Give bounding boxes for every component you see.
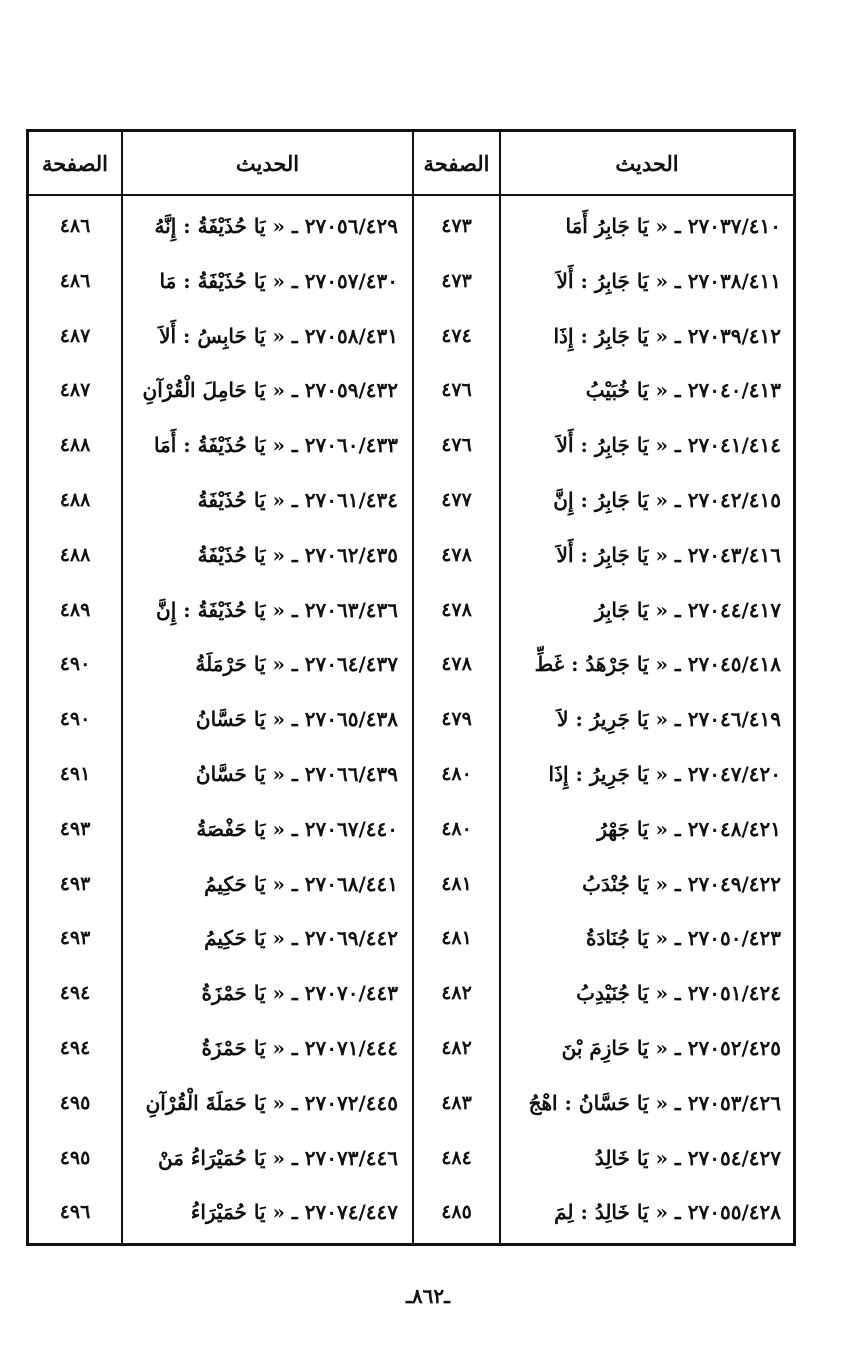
header-divider xyxy=(29,194,793,196)
page-ref: ٤٨٩ xyxy=(59,598,91,621)
hadith-entry: ٢٧٠٥٣/٤٢٦ ـ « يَا حَسَّانُ : اهْجُ xyxy=(528,1090,781,1115)
hadith-entry: ٢٧٠٥٠/٤٢٣ ـ « يَا جُنَادَةُ xyxy=(586,926,781,951)
table-row xyxy=(29,474,793,526)
table-row xyxy=(29,693,793,745)
page-ref: ٤٨٠ xyxy=(441,817,472,840)
page-ref: ٤٨٢ xyxy=(441,1037,472,1059)
page-ref: ٤٧٣ xyxy=(441,215,472,237)
page-ref: ٤٨٥ xyxy=(441,1201,472,1224)
table-row xyxy=(29,912,793,964)
table-row xyxy=(29,967,793,1019)
table-row xyxy=(29,310,793,362)
hadith-entry: ٢٧٠٤٠/٤١٣ ـ « يَا خُبَيْبُ xyxy=(585,378,781,403)
table-row xyxy=(29,529,793,581)
hadith-entry: ٢٧٠٦١/٤٣٤ ـ « يَا حُذَيْفَةُ xyxy=(197,488,398,512)
hadith-entry: ٢٧٠٦٥/٤٣٨ ـ « يَا حَسَّانُ xyxy=(195,707,398,732)
page-number: ـ٨٦٢ـ xyxy=(406,1284,450,1308)
page-ref: ٤٨٠ xyxy=(441,763,472,785)
table-row xyxy=(29,1132,793,1184)
table-row xyxy=(29,364,793,416)
page-ref: ٤٧٩ xyxy=(441,708,472,731)
page-ref: ٤٩٤ xyxy=(59,1037,91,1059)
page-ref: ٤٨١ xyxy=(441,927,472,950)
page-ref: ٤٩٣ xyxy=(59,927,91,950)
index-table xyxy=(26,129,796,1246)
page-ref: ٤٨٧ xyxy=(59,379,91,402)
hadith-entry: ٢٧٠٦٨/٤٤١ ـ « يَا حَكِيمُ xyxy=(204,871,398,896)
hadith-entry: ٢٧٠٤٩/٤٢٢ ـ « يَا جُنْدَبُ xyxy=(582,871,781,896)
table-row xyxy=(29,638,793,690)
table-row xyxy=(29,803,793,855)
header-left-page: الصفحة xyxy=(42,150,108,176)
hadith-entry: ٢٧٠٣٨/٤١١ ـ « يَا جَابِرُ : أَلاَ xyxy=(556,268,781,293)
page-ref: ٤٧٨ xyxy=(441,598,472,621)
page-ref: ٤٩٥ xyxy=(59,1146,91,1169)
page-ref: ٤٧٣ xyxy=(441,269,472,292)
table-row xyxy=(29,419,793,471)
hadith-entry: ٢٧٠٤٧/٤٢٠ ـ « يَا جَرِيرُ : إِذَا xyxy=(548,762,781,786)
table-row xyxy=(29,1186,793,1238)
hadith-entry: ٢٧٠٧٤/٤٤٧ ـ « يَا حُمَيْرَاءُ xyxy=(190,1200,398,1225)
hadith-entry: ٢٧٠٤٣/٤١٦ ـ « يَا جَابِرُ : أَلاَ xyxy=(556,542,781,567)
hadith-entry: ٢٧٠٦٩/٤٤٢ ـ « يَا حَكِيمُ xyxy=(204,926,398,951)
page-ref: ٤٩٠ xyxy=(59,708,91,731)
page-ref: ٤٨٨ xyxy=(59,543,91,566)
header-left-hadith: الحديث xyxy=(235,150,300,176)
hadith-entry: ٢٧٠٥٤/٤٢٧ ـ « يَا خَالِدُ xyxy=(594,1145,781,1170)
header-right-hadith: الحديث xyxy=(615,150,679,176)
page-ref: ٤٧٨ xyxy=(441,653,472,676)
page-ref: ٤٩٣ xyxy=(59,817,91,840)
hadith-entry: ٢٧٠٤١/٤١٤ ـ « يَا جَابِرُ : أَلاَ xyxy=(556,433,781,458)
table-row xyxy=(29,255,793,307)
hadith-entry: ٢٧٠٥١/٤٢٤ ـ « يَا جُنَيْدِبُ xyxy=(576,981,781,1006)
hadith-entry: ٢٧٠٤٥/٤١٨ ـ « يَا جَرْهَدُ : غَطِّ xyxy=(534,652,781,677)
hadith-entry: ٢٧٠٤٦/٤١٩ ـ « يَا جَرِيرُ : لاَ xyxy=(557,707,781,732)
table-row xyxy=(29,584,793,636)
hadith-entry: ٢٧٠٣٧/٤١٠ ـ « يَا جَابِرُ أَمَا xyxy=(565,214,781,238)
hadith-entry: ٢٧٠٧٠/٤٤٣ ـ « يَا حَمْزَةُ xyxy=(201,981,398,1006)
page-ref: ٤٩٤ xyxy=(59,982,91,1005)
hadith-entry: ٢٧٠٦٦/٤٣٩ ـ « يَا حَسَّانُ xyxy=(195,762,398,786)
page-ref: ٤٨٢ xyxy=(441,982,472,1005)
page-ref: ٤٩٠ xyxy=(59,653,91,676)
hadith-entry: ٢٧٠٦٢/٤٣٥ ـ « يَا حُذَيْفَةُ xyxy=(197,542,398,567)
page-ref: ٤٨٦ xyxy=(59,215,91,237)
page-ref: ٤٩٣ xyxy=(59,872,91,895)
page-ref: ٤٨٨ xyxy=(59,434,91,457)
hadith-entry: ٢٧٠٦٠/٤٣٣ ـ « يَا حُذَيْفَةُ : أَمَا xyxy=(153,433,398,458)
table-row xyxy=(29,200,793,252)
hadith-entry: ٢٧٠٦٣/٤٣٦ ـ « يَا حُذَيْفَةُ : إِنَّ xyxy=(156,597,398,622)
page-ref: ٤٧٤ xyxy=(441,324,472,347)
hadith-entry: ٢٧٠٣٩/٤١٢ ـ « يَا جَابِرُ : إِذَا xyxy=(553,323,781,348)
header-right-page: الصفحة xyxy=(423,150,490,176)
table-row xyxy=(29,858,793,910)
hadith-entry: ٢٧٠٥٢/٤٢٥ ـ « يَا حَازِمَ بْنَ xyxy=(561,1036,781,1060)
hadith-entry: ٢٧٠٦٧/٤٤٠ ـ « يَا حَفْصَةُ xyxy=(196,816,398,841)
page-ref: ٤٨١ xyxy=(441,872,472,895)
page-ref: ٤٨٦ xyxy=(59,269,91,292)
hadith-entry: ٢٧٠٥٥/٤٢٨ ـ « يَا خَالِدُ : لِمَ xyxy=(554,1200,781,1225)
hadith-entry: ٢٧٠٥٧/٤٣٠ ـ « يَا حُذَيْفَةُ : مَا xyxy=(159,268,398,293)
page-ref: ٤٧٦ xyxy=(441,379,472,402)
hadith-entry: ٢٧٠٤٤/٤١٧ ـ « يَا جَابِرُ xyxy=(594,597,781,622)
hadith-entry: ٢٧٠٥٦/٤٢٩ ـ « يَا حُذَيْفَةُ : إِنَّهُ xyxy=(154,214,398,238)
page-ref: ٤٩٦ xyxy=(59,1201,91,1224)
page-ref: ٤٩١ xyxy=(59,763,91,785)
hadith-entry: ٢٧٠٧٣/٤٤٦ ـ « يَا حُمَيْرَاءُ مَنْ xyxy=(158,1145,398,1170)
hadith-entry: ٢٧٠٧١/٤٤٤ ـ « يَا حَمْزَةُ xyxy=(201,1036,398,1060)
page-ref: ٤٩٥ xyxy=(59,1091,91,1114)
page-ref: ٤٨٨ xyxy=(59,489,91,511)
page-ref: ٤٨٣ xyxy=(441,1091,472,1114)
hadith-entry: ٢٧٠٥٨/٤٣١ ـ « يَا حَابِسُ : أَلاَ xyxy=(159,323,398,348)
hadith-entry: ٢٧٠٤٨/٤٢١ ـ « يَا جَهْرُ xyxy=(597,816,781,841)
hadith-entry: ٢٧٠٥٩/٤٣٢ ـ « يَا حَامِلَ الْقُرْآنِ xyxy=(142,378,398,403)
page-ref: ٤٧٧ xyxy=(441,489,472,511)
page-ref: ٤٧٨ xyxy=(441,543,472,566)
page-ref: ٤٨٧ xyxy=(59,324,91,347)
hadith-entry: ٢٧٠٧٢/٤٤٥ ـ « يَا حَمَلَةَ الْقُرْآنِ xyxy=(145,1090,398,1115)
hadith-entry: ٢٧٠٤٢/٤١٥ ـ « يَا جَابِرُ : إِنَّ xyxy=(553,488,781,512)
table-row xyxy=(29,1077,793,1129)
page-ref: ٤٨٤ xyxy=(441,1146,472,1169)
table-row xyxy=(29,1022,793,1074)
page-ref: ٤٧٦ xyxy=(441,434,472,457)
hadith-entry: ٢٧٠٦٤/٤٣٧ ـ « يَا حَرْمَلَةُ xyxy=(195,652,398,677)
table-row xyxy=(29,748,793,800)
